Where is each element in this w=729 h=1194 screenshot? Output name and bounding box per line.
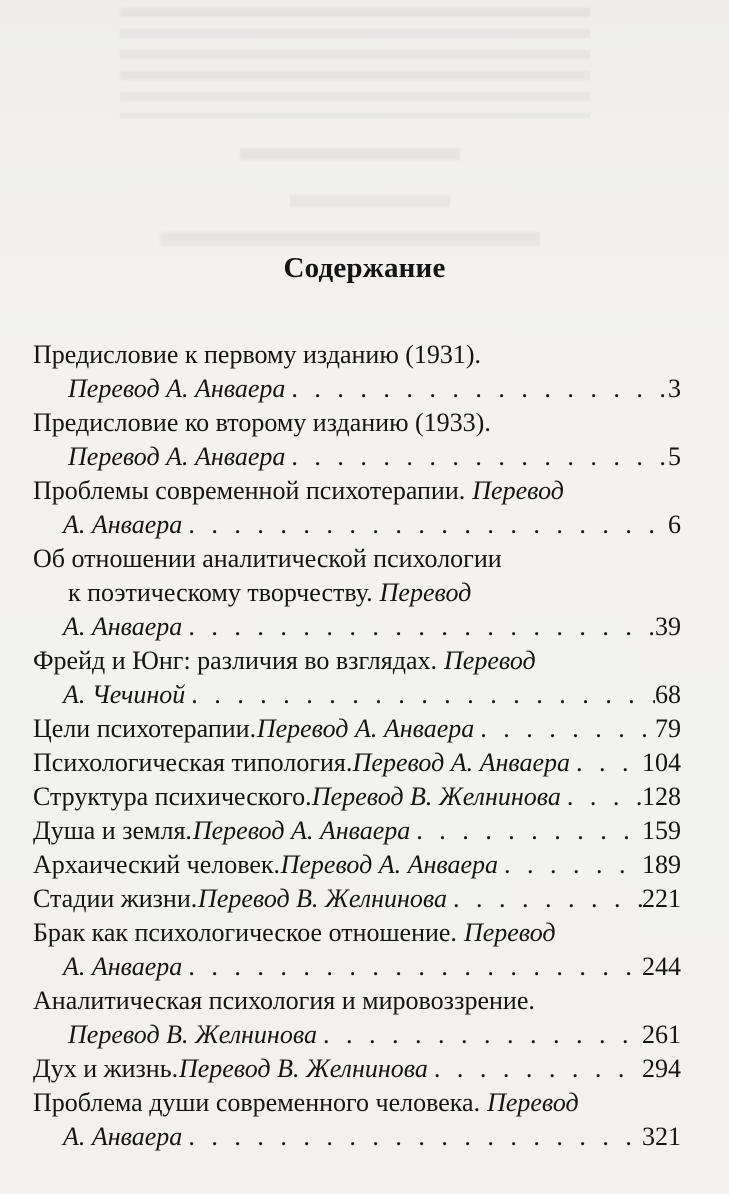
entry-translator-label: Перевод <box>463 918 556 947</box>
entry-title: Стадии жизни. <box>33 884 198 913</box>
leader-dots <box>474 712 655 746</box>
entry-translator: А. Анваера <box>63 612 183 641</box>
entry-translator: Перевод А. Анваера <box>68 374 286 403</box>
page-number: 294 <box>642 1054 681 1083</box>
table-of-contents <box>33 338 681 1154</box>
entry-translator: Перевод В. Желнинова <box>311 782 561 811</box>
page-number: 6 <box>668 510 681 539</box>
entry-translator: Перевод В. Желнинова <box>178 1054 428 1083</box>
entry-title: Предисловие ко второму изданию (1933). <box>33 408 491 437</box>
toc-entry <box>33 1086 681 1154</box>
entry-translator: Перевод В. Желнинова <box>198 884 447 913</box>
page-number: 261 <box>642 1020 681 1049</box>
leader-dots <box>410 814 642 848</box>
bleed-through-shadow <box>290 195 450 207</box>
entry-translator: Перевод А. Анваера <box>68 442 286 471</box>
entry-title: Предисловие к первому изданию (1931). <box>33 340 482 369</box>
page-number: 39 <box>655 612 681 641</box>
entry-title: Душа и земля. <box>33 816 192 845</box>
page-number: 5 <box>668 442 681 471</box>
toc-entry <box>33 916 681 984</box>
toc-entry <box>33 746 681 780</box>
page-title: Содержание <box>283 252 446 284</box>
entry-translator: Перевод А. Анваера <box>192 816 411 845</box>
entry-translator-label: Перевод <box>487 1088 579 1117</box>
entry-translator: Перевод А. Анваера <box>280 850 499 879</box>
toc-entry <box>33 644 681 712</box>
toc-entry <box>33 542 681 644</box>
leader-dots <box>561 780 642 814</box>
page-number: 189 <box>642 850 681 879</box>
entry-title: Психологическая типология. <box>33 748 353 777</box>
leader-dots <box>428 1052 642 1086</box>
entry-translator: Перевод В. Желнинова <box>68 1020 317 1049</box>
entry-title: Проблема души современного человека. <box>33 1088 481 1117</box>
page-number: 159 <box>642 816 681 845</box>
leader-dots <box>182 508 668 542</box>
entry-title: Об отношении аналитической психологии <box>33 544 502 573</box>
entry-translator: А. Анваера <box>63 952 183 981</box>
entry-title: Архаический человек. <box>33 850 281 879</box>
bleed-through-shadow <box>120 8 590 118</box>
leader-dots <box>285 440 668 474</box>
entry-title: Дух и жизнь. <box>33 1054 179 1083</box>
page-number: 128 <box>642 782 681 811</box>
entry-translator: Перевод А. Анваера <box>256 714 475 743</box>
toc-entry <box>33 1052 681 1086</box>
leader-dots <box>185 678 655 712</box>
entry-translator-label: Перевод <box>472 476 564 505</box>
leader-dots <box>570 746 642 780</box>
leader-dots <box>447 882 642 916</box>
entry-translator: А. Анваера <box>63 1122 183 1151</box>
entry-translator: А. Анваера <box>63 510 183 539</box>
entry-translator-label: Перевод <box>444 646 536 675</box>
toc-entry <box>33 814 681 848</box>
page-number: 3 <box>668 374 681 403</box>
toc-entry <box>33 780 681 814</box>
page-number: 221 <box>642 884 681 913</box>
page-number: 321 <box>642 1122 681 1151</box>
entry-translator-label: Перевод <box>379 578 472 607</box>
page-number: 104 <box>642 748 681 777</box>
leader-dots <box>498 848 642 882</box>
bleed-through-shadow <box>160 232 540 246</box>
entry-translator: А. Чечиной <box>63 680 186 709</box>
entry-title: Брак как психологическое отношение. <box>33 918 457 947</box>
leader-dots <box>182 950 642 984</box>
page-number: 244 <box>642 952 681 981</box>
page-number: 79 <box>655 714 681 743</box>
leader-dots <box>317 1018 642 1052</box>
toc-entry <box>33 712 681 746</box>
leader-dots <box>285 372 668 406</box>
toc-entry <box>33 338 681 406</box>
entry-title: Цели психотерапии. <box>33 714 257 743</box>
entry-translator: Перевод А. Анваера <box>352 748 571 777</box>
toc-entry <box>33 406 681 474</box>
leader-dots <box>182 610 655 644</box>
leader-dots <box>182 1120 642 1154</box>
entry-title-continued: к поэтическому творчеству. <box>68 578 373 607</box>
bleed-through-shadow <box>240 148 460 160</box>
entry-title: Аналитическая психология и мировоззрение. <box>33 986 535 1015</box>
entry-title: Структура психического. <box>33 782 312 811</box>
entry-title: Фрейд и Юнг: различия во взглядах. <box>33 646 438 675</box>
toc-entry <box>33 474 681 542</box>
toc-entry <box>33 882 681 916</box>
page-number: 68 <box>655 680 681 709</box>
entry-title: Проблемы современной психотерапии. <box>33 476 466 505</box>
toc-entry <box>33 984 681 1052</box>
toc-entry <box>33 848 681 882</box>
